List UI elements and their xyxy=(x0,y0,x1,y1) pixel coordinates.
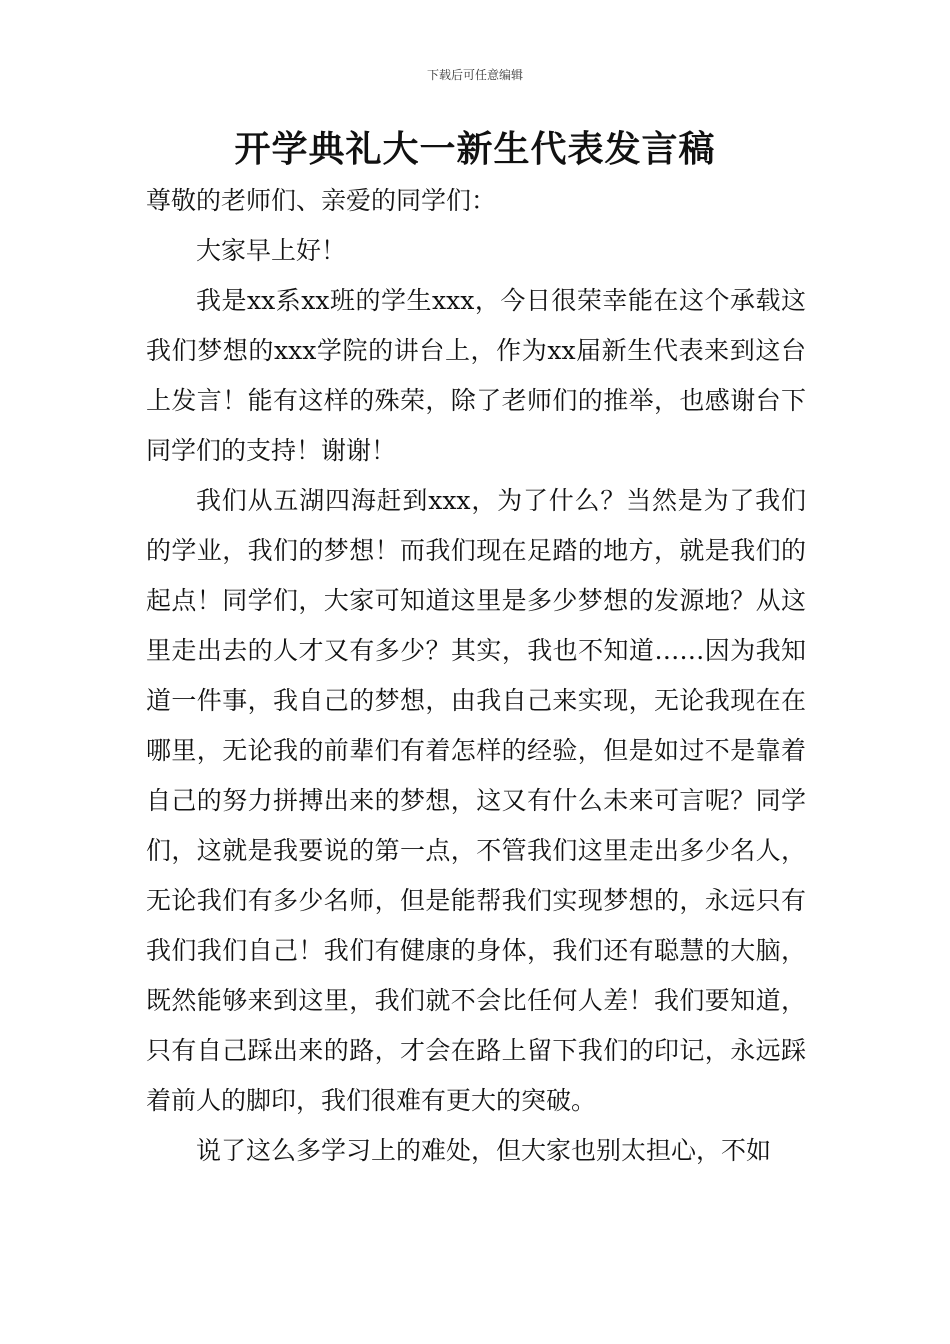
paragraph-greeting: 大家早上好！ xyxy=(196,236,347,265)
salutation: 尊敬的老师们、亲爱的同学们： xyxy=(146,186,497,215)
document-body xyxy=(146,176,806,1176)
document-title: 开学典礼大一新生代表发言稿 xyxy=(234,129,716,170)
header-note: 下载后可任意编辑 xyxy=(426,68,523,82)
paragraph-dreams: 我们从五湖四海赶到xxx，为了什么？当然是为了我们的学业，我们的梦想！而我们现在足踏的地方，就是我们的起点！同学们，大家可知道这里是多少梦想的发源地？从这里走出去的人才又有多少？其实，我也不知道……因为我知道一件事，我自己的梦想，由我自己来实现，无论我现在在哪里，无论我的前辈们有着怎样的经验，但是如过不是靠着自己的努力拼搏出来的梦想，这又有什么未来可言呢？同学们，这就是我要说的第一点，不管我们这里走出多少名人，无论我们有多少名师，但是能帮我们实现梦想的，永远只有我们我们自己！我们有健康的身体，我们还有聪慧的大脑，既然能够来到这里，我们就不会比任何人差！我们要知道，只有自己踩出来的路，才会在路上留下我们的印记，永远踩着前人的脚印，我们很难有更大的突破。 xyxy=(146,486,806,1115)
paragraph-continuation: 说了这么多学习上的难处，但大家也别太担心，不如 xyxy=(196,1136,772,1165)
paragraph-introduction: 我是xx系xx班的学生xxx，今日很荣幸能在这个承载这我们梦想的xxx学院的讲台上，作为xx届新生代表来到这台上发言！能有这样的殊荣，除了老师们的推举，也感谢台下同学们的支持！谢谢！ xyxy=(146,286,806,465)
